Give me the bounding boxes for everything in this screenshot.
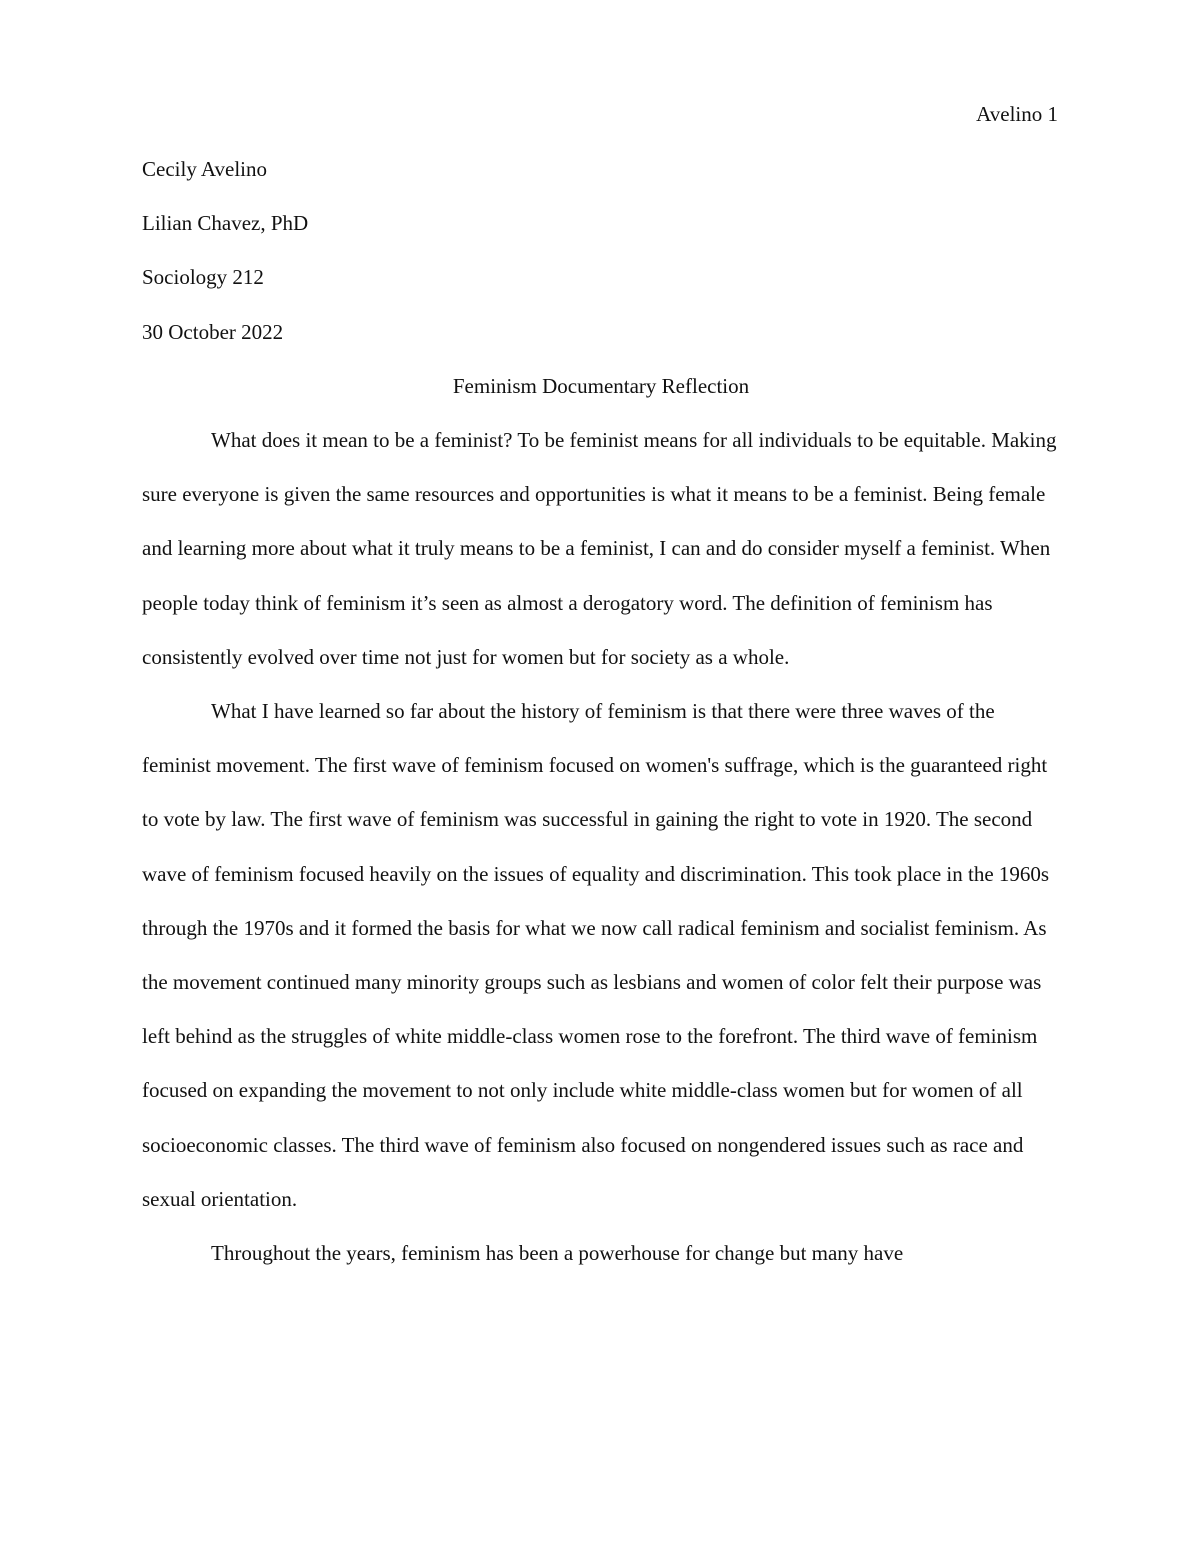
- paragraph: Throughout the years, feminism has been a powerhouse for change but many have: [211, 1241, 904, 1266]
- student-name: Cecily Avelino: [142, 157, 268, 181]
- instructor-name: Lilian Chavez, PhD: [142, 211, 309, 236]
- running-head: Avelino 1: [976, 102, 1058, 126]
- course-name: Sociology 212: [142, 265, 264, 290]
- submission-date: 30 October 2022: [142, 319, 284, 344]
- paragraph: What I have learned so far about the history of feminism is that there were three waves of the feminist movement. The first wave of feminism focused on women's suffrage, which is the guaranteed right to vote by law. The first wave of feminism was successful in gaining the right to vote in 1920. The second wave of feminism focused heavily on the issues of equality and discrimination. This took place in the 1960s through the 1970s and it formed the basis for what we now call radical feminism and socialist feminism. As the movement continued many minority groups such as lesbians and women of color felt their purpose was left behind as the struggles of white middle-class women rose to the forefront. The third wave of feminism focused on expanding the movement to not only include white middle-class women but for women of all socioeconomic classes. The third wave of feminism also focused on nongendered issues such as race and sexual orientation.: [142, 699, 1050, 1211]
- essay-title: Feminism Documentary Reflection: [452, 373, 750, 398]
- paragraph: What does it mean to be a feminist? To be feminist means for all individuals to be equitable. Making sure everyone is given the same resources and opportunities is what it means to be a feminist. Being female and learning more about what it truly means to be a feminist, I can and do consider myself a feminist. When people today think of feminism it’s seen as almost a derogatory word. The definition of feminism has consistently evolved over time not just for women but for society as a whole.: [142, 428, 1057, 669]
- document-body: [142, 142, 1060, 1280]
